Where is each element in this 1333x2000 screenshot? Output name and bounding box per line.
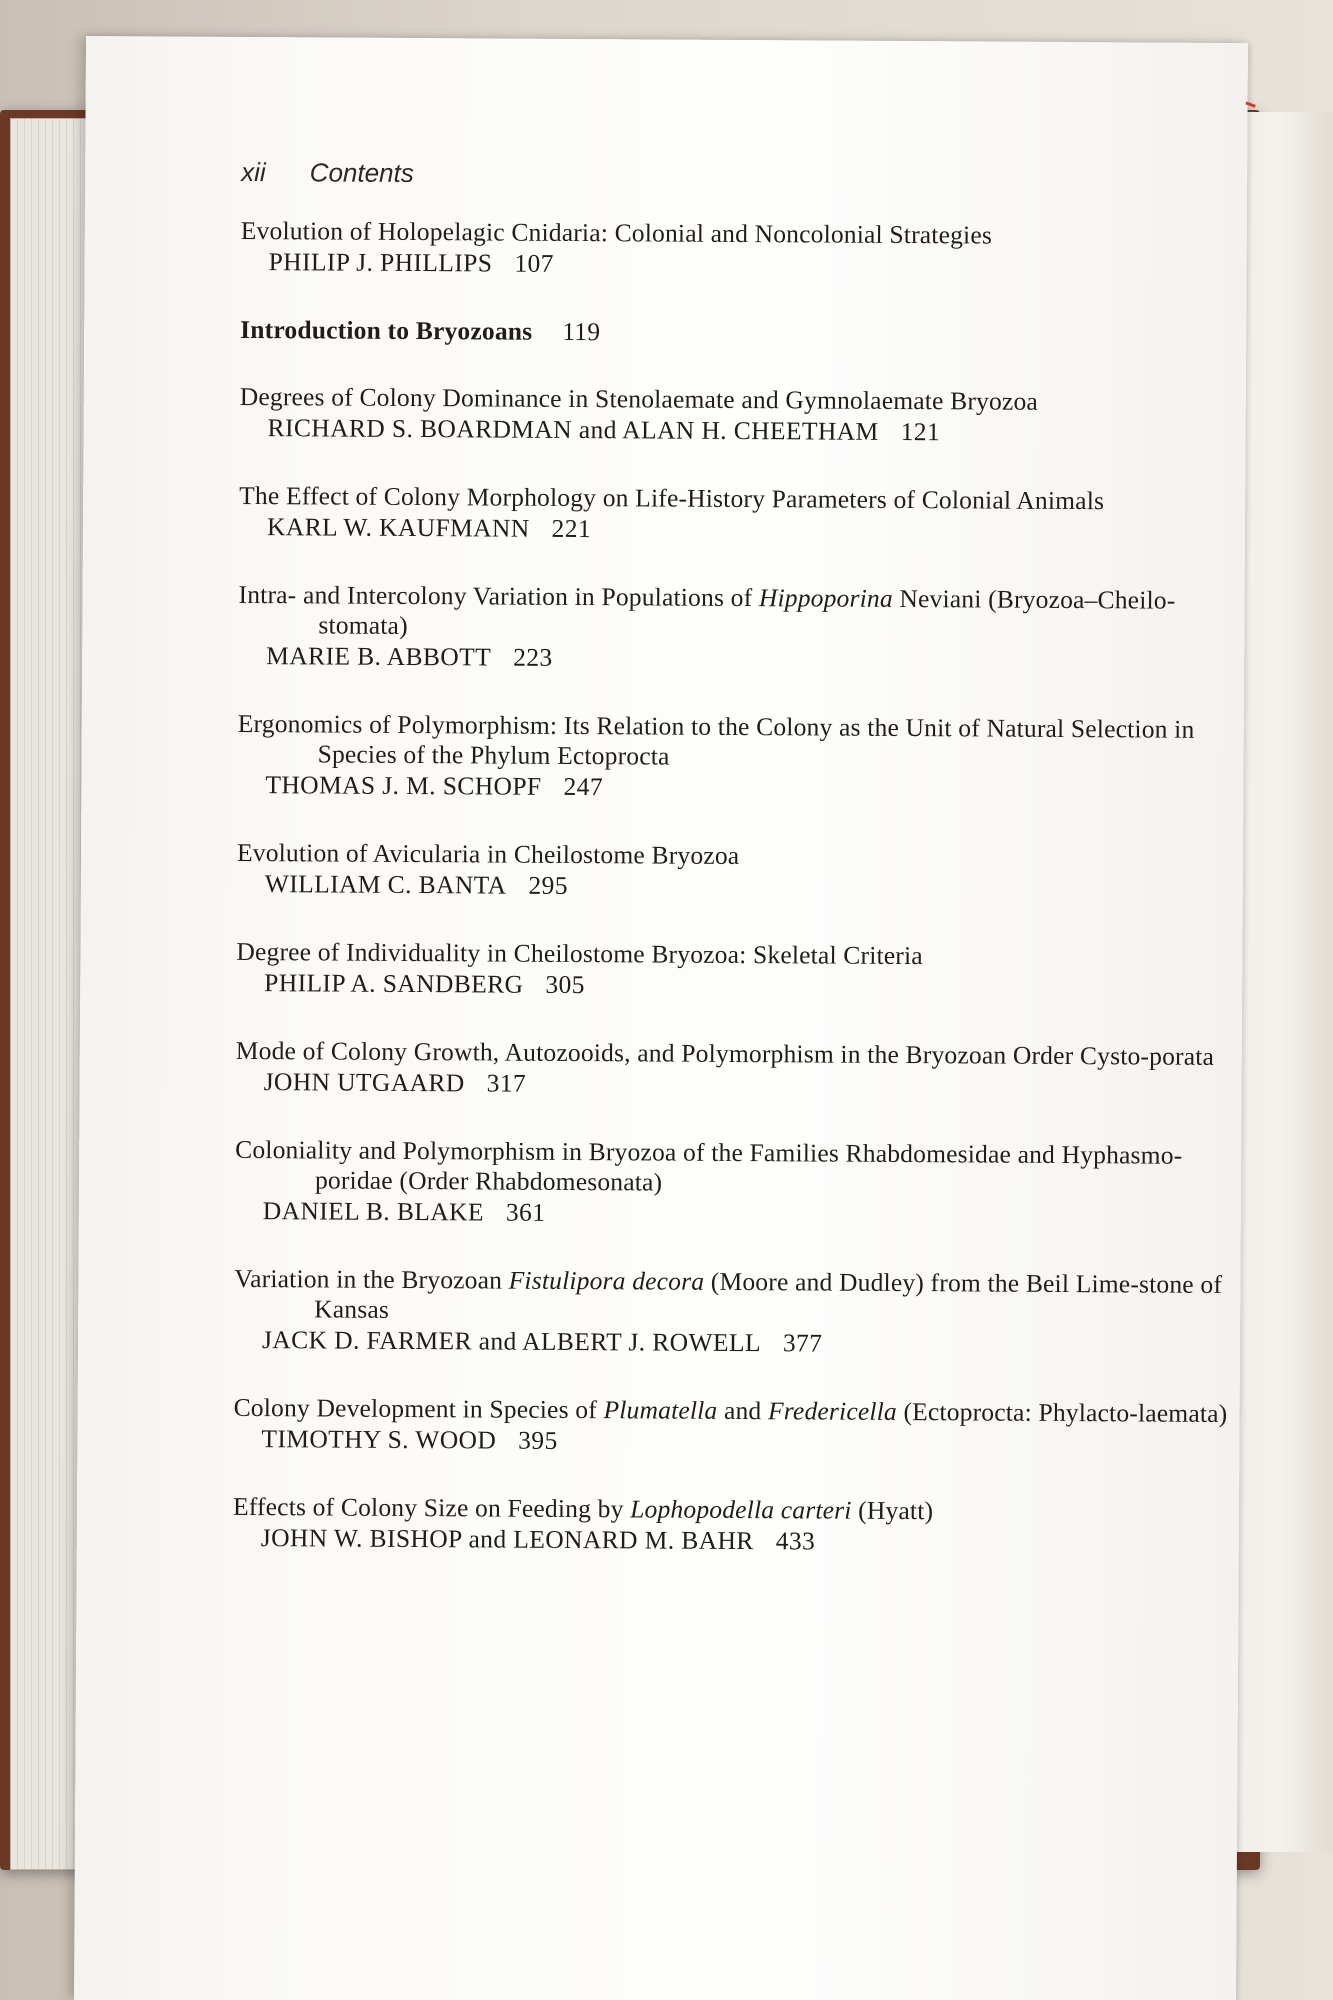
page-number: 361: [505, 1197, 546, 1227]
entry-title: The Effect of Colony Morphology on Life-History Parameters of Colonial Animals: [239, 480, 1105, 516]
page-number: 305: [545, 969, 585, 1000]
page-number: 119: [562, 316, 601, 347]
toc-entry: [235, 1135, 1236, 1233]
entry-authors: WILLIAM C. BANTA 295: [264, 869, 568, 900]
entry-authors: PHILIP J. PHILLIPS 107: [268, 247, 554, 278]
page-number: 433: [775, 1526, 816, 1556]
page-number: 247: [563, 771, 604, 802]
entry-title: Evolution of Avicularia in Cheilostome Bryozoa: [236, 837, 740, 871]
contents-list: [233, 157, 1242, 1597]
page-number: 221: [551, 513, 592, 544]
section-title: Introduction to Bryozoans 119: [240, 314, 601, 347]
toc-entry: [233, 1393, 1233, 1461]
entry-authors: TIMOTHY S. WOOD 395: [261, 1424, 558, 1455]
toc-entry: [241, 216, 1241, 284]
toc-entry: [233, 1492, 1233, 1560]
toc-section: [240, 315, 1240, 351]
toc-entry: [240, 382, 1240, 450]
entry-authors: RICHARD S. BOARDMAN and ALAN H. CHEETHAM 121: [267, 413, 941, 447]
entry-authors: JOHN UTGAARD 317: [263, 1067, 527, 1098]
page-number: 223: [513, 642, 553, 672]
entry-authors: DANIEL B. BLAKE 361: [262, 1196, 546, 1227]
page-number: 377: [782, 1328, 823, 1358]
page-number: 317: [486, 1068, 527, 1098]
page-number: 295: [528, 870, 568, 900]
entry-title: Ergonomics of Polymorphism: Its Relation to the Colony as the Unit of Natural Selection in Species of the Phylum Ectoprocta: [237, 708, 1195, 771]
entry-authors: MARIE B. ABBOTT 223: [266, 641, 553, 672]
entry-title: Effects of Colony Size on Feeding by Lophopodella carteri (Hyatt): [232, 1491, 934, 1526]
entry-title: Evolution of Holopelagic Cnidaria: Colonial and Noncolonial Strategies: [240, 215, 993, 250]
entry-title: Variation in the Bryozoan Fistulipora decora (Moore and Dudley) from the Beil Lime-stone of Kansas: [234, 1263, 1223, 1324]
entry-authors: KARL W. KAUFMANN 221: [266, 512, 592, 544]
book-page: [74, 36, 1248, 2000]
page-label: xii: [241, 156, 266, 188]
entry-title: Colony Development in Species of Plumatella and Fredericella (Ectoprocta: Phylacto-laemata): [233, 1392, 1228, 1428]
entry-title: Intra- and Intercolony Variation in Populations of Hippoporina Neviani (Bryozoa–Cheilo-stomata): [238, 579, 1176, 640]
page-number: 395: [518, 1425, 558, 1455]
entry-authors: JOHN W. BISHOP and LEONARD M. BAHR 433: [260, 1523, 816, 1556]
entry-title: Coloniality and Polymorphism in Bryozoa of the Families Rhabdomesidae and Hyphasmo-poridae (Order Rhabdomesonata): [235, 1134, 1183, 1197]
toc-entry: [234, 1264, 1235, 1362]
toc-entry: [236, 1036, 1236, 1104]
page-number: 107: [514, 248, 554, 278]
entry-title: Degrees of Colony Dominance in Stenolaemate and Gymnolaemate Bryozoa: [239, 381, 1039, 416]
entry-authors: JACK D. FARMER and ALBERT J. ROWELL 377: [261, 1325, 823, 1358]
toc-entry: [237, 838, 1237, 906]
toc-entry: [237, 709, 1238, 807]
toc-entry: [239, 481, 1239, 549]
entry-title: Mode of Colony Growth, Autozooids, and Polymorphism in the Bryozoan Order Cysto-porata: [235, 1035, 1215, 1071]
entry-title: Degree of Individuality in Cheilostome Bryozoa: Skeletal Criteria: [236, 936, 923, 971]
page-number: 121: [900, 416, 941, 447]
page-header: [241, 157, 1241, 194]
entry-authors: PHILIP A. SANDBERG 305: [264, 968, 585, 1000]
running-title: Contents: [309, 157, 414, 189]
toc-entry: [238, 580, 1239, 678]
toc-entry: [236, 937, 1236, 1005]
entry-authors: THOMAS J. M. SCHOPF 247: [265, 770, 604, 802]
